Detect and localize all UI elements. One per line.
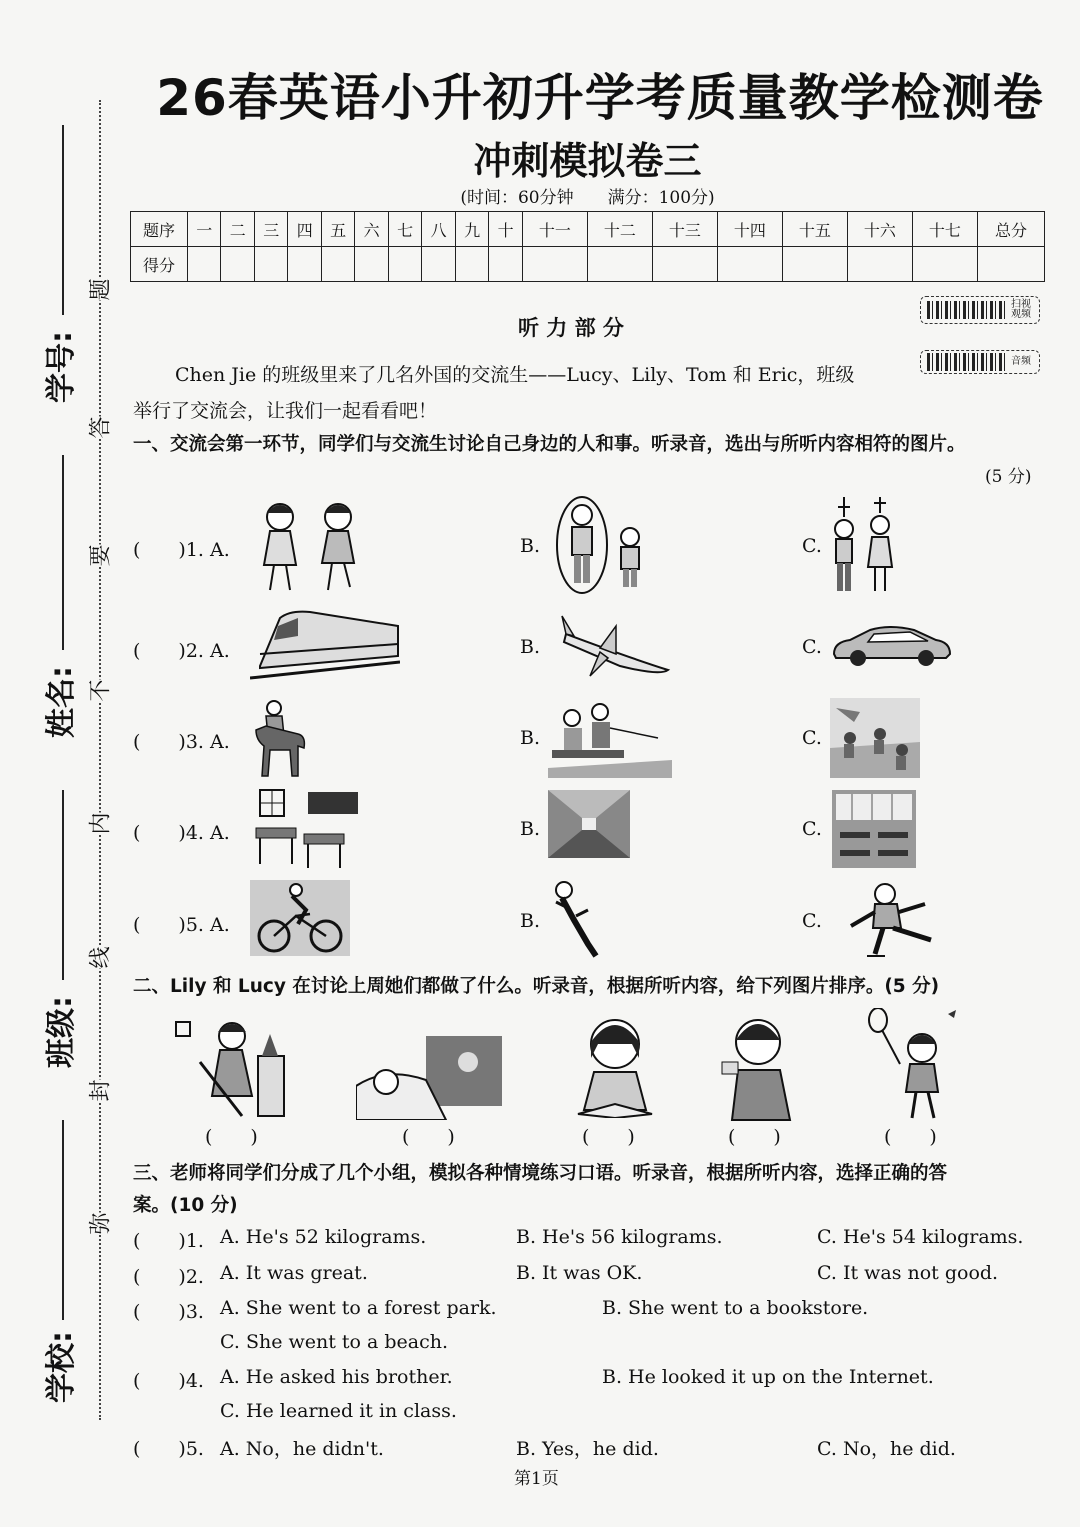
s3-q4-option-b[interactable]: B. He looked it up on the Internet.: [602, 1366, 934, 1388]
q3-option-c[interactable]: C.: [802, 727, 822, 749]
airplane-icon[interactable]: [560, 614, 672, 678]
order-blank[interactable]: ( ): [728, 1126, 781, 1148]
train-icon[interactable]: [250, 606, 400, 684]
s3-q2-option-a[interactable]: A. It was great.: [220, 1262, 368, 1284]
s3-q3-option-b[interactable]: B. She went to a bookstore.: [602, 1297, 869, 1319]
car-icon[interactable]: [830, 624, 952, 668]
s3-q2-number[interactable]: ( )2.: [133, 1266, 204, 1288]
score-input[interactable]: [388, 247, 421, 282]
s3-q3-option-c[interactable]: C. She went to a beach.: [220, 1331, 449, 1353]
score-header-row: [131, 212, 1045, 247]
section1-heading: 一、交流会第一环节，同学们与交流生讨论自己身边的人和事。听录音，选出与所听内容相符的图片。: [133, 434, 966, 455]
score-input[interactable]: [288, 247, 321, 282]
sleeping-icon[interactable]: [356, 1036, 504, 1120]
seal-char: 弥: [84, 1212, 115, 1234]
score-cell: 六: [355, 212, 388, 247]
score-cell: 十四: [717, 212, 782, 247]
q2-number[interactable]: ( )2. A.: [133, 640, 230, 662]
class-label: 班级:: [44, 996, 79, 1068]
sweeping-floor-icon[interactable]: [170, 1012, 292, 1122]
score-cell: 十: [489, 212, 522, 247]
order-blank[interactable]: ( ): [884, 1126, 937, 1148]
score-cell: 八: [422, 212, 455, 247]
score-cell: 十六: [847, 212, 912, 247]
s3-q1-option-b[interactable]: B. He's 56 kilograms.: [516, 1226, 723, 1248]
school-label: 学校:: [44, 1331, 79, 1403]
dining-hall-icon[interactable]: [832, 790, 916, 868]
s3-q3-number[interactable]: ( )3.: [133, 1301, 204, 1323]
score-input[interactable]: [221, 247, 254, 282]
s3-q5-option-b[interactable]: B. Yes，he did.: [516, 1438, 659, 1460]
s3-q1-number[interactable]: ( )1.: [133, 1230, 204, 1252]
score-cell: 七: [388, 212, 421, 247]
order-blank[interactable]: ( ): [205, 1126, 258, 1148]
score-cell: 九: [455, 212, 488, 247]
fishing-icon[interactable]: [548, 698, 672, 778]
id-line: [62, 125, 64, 315]
score-cell: 总分: [978, 212, 1045, 247]
q4-option-b[interactable]: B.: [520, 818, 541, 840]
score-cell: 十五: [782, 212, 847, 247]
boy-and-small-boy-icon[interactable]: [555, 495, 650, 595]
s3-q5-number[interactable]: ( )5.: [133, 1438, 204, 1460]
cycling-icon[interactable]: [250, 880, 350, 956]
s3-q1-option-c[interactable]: C. He's 54 kilograms.: [817, 1226, 1024, 1248]
q3-number[interactable]: ( )3. A.: [133, 731, 230, 753]
score-input-row: [131, 247, 1045, 282]
s3-q2-option-c[interactable]: C. It was not good.: [817, 1262, 999, 1284]
section2-heading: 二、Lily 和 Lucy 在讨论上周她们都做了什么。听录音，根据所听内容，给下列图片排序。(5 分): [133, 976, 940, 997]
s3-q4-option-c[interactable]: C. He learned it in class.: [220, 1400, 457, 1422]
horse-riding-icon[interactable]: [252, 700, 310, 778]
q5-option-c[interactable]: C.: [802, 910, 822, 932]
score-table: [130, 211, 1045, 282]
score-input[interactable]: [847, 247, 912, 282]
hallway-icon[interactable]: [548, 790, 630, 858]
intro-line: 举行了交流会，让我们一起看看吧！: [133, 400, 438, 422]
s3-q4-option-a[interactable]: A. He asked his brother.: [220, 1366, 453, 1388]
seal-char: 内: [84, 812, 115, 834]
s3-q4-number[interactable]: ( )4.: [133, 1370, 204, 1392]
two-girls-dancing-icon[interactable]: [250, 495, 370, 595]
seal-char: 要: [84, 544, 115, 566]
score-input[interactable]: [652, 247, 717, 282]
q2-option-b[interactable]: B.: [520, 636, 541, 658]
q3-option-b[interactable]: B.: [520, 727, 541, 749]
seal-char: 封: [84, 1079, 115, 1101]
class-line: [62, 790, 64, 980]
s3-q5-option-c[interactable]: C. No，he did.: [817, 1438, 956, 1460]
seal-char: 题: [84, 278, 115, 300]
score-cell: 十一: [522, 212, 587, 247]
q1-option-c[interactable]: C.: [802, 535, 822, 557]
s3-q3-option-a[interactable]: A. She went to a forest park.: [220, 1297, 497, 1319]
q4-number[interactable]: ( )4. A.: [133, 822, 230, 844]
qr-code-icon: [927, 353, 1007, 371]
s3-q2-option-b[interactable]: B. It was OK.: [516, 1262, 643, 1284]
q1-number[interactable]: ( )1. A.: [133, 539, 230, 561]
q2-option-c[interactable]: C.: [802, 636, 822, 658]
qr-audio-button[interactable]: [920, 350, 1040, 374]
name-label: 姓名:: [44, 666, 79, 738]
ice-skating-icon[interactable]: [845, 882, 940, 960]
intro-line: Chen Jie 的班级里来了几名外国的交流生——Lucy、Lily、Tom 和 Eric，班级: [175, 364, 855, 386]
score-input[interactable]: [455, 247, 488, 282]
qr-video-button[interactable]: [920, 296, 1040, 324]
score-cell: 三: [254, 212, 287, 247]
score-cell: 四: [288, 212, 321, 247]
exam-subtitle: 冲刺模拟卷三: [473, 139, 702, 183]
order-blank[interactable]: ( ): [582, 1126, 635, 1148]
two-children-height-icon[interactable]: [828, 495, 898, 595]
s3-q5-option-a[interactable]: A. No，he didn't.: [220, 1438, 384, 1460]
score-input[interactable]: [782, 247, 847, 282]
qr-video-label: 扫视 观频: [1011, 299, 1031, 320]
score-cell: 十七: [912, 212, 977, 247]
section3-heading-cont: 案。(10 分): [133, 1195, 238, 1216]
score-input[interactable]: [717, 247, 782, 282]
seal-char: 线: [84, 946, 115, 968]
listening-heading: 听 力 部 分: [518, 316, 624, 340]
score-cell: 十二: [587, 212, 652, 247]
score-cell: 二: [221, 212, 254, 247]
order-blank[interactable]: ( ): [402, 1126, 455, 1148]
score-cell: 一: [188, 212, 221, 247]
score-input[interactable]: [978, 247, 1045, 282]
score-label: 得分: [131, 247, 188, 282]
score-cell: 题序: [131, 212, 188, 247]
score-input[interactable]: [188, 247, 221, 282]
exam-title: 26春英语小升初升学考质量教学检测卷: [156, 69, 1044, 127]
score-cell: 五: [321, 212, 354, 247]
s3-q1-option-a[interactable]: A. He's 52 kilograms.: [220, 1226, 427, 1248]
seal-char: 不: [84, 679, 115, 701]
page-number: 第1页: [514, 1469, 559, 1489]
q1-option-b[interactable]: B.: [520, 535, 541, 557]
score-input[interactable]: [912, 247, 977, 282]
eating-icon[interactable]: [718, 1014, 800, 1122]
score-input[interactable]: [522, 247, 587, 282]
student-id-label: 学号:: [44, 331, 79, 403]
section3-heading: 三、老师将同学们分成了几个小组，模拟各种情境练习口语。听录音，根据所听内容，选择正确的答: [133, 1163, 948, 1184]
score-cell: 十三: [652, 212, 717, 247]
qr-code-icon: [927, 301, 1007, 319]
q4-option-c[interactable]: C.: [802, 818, 822, 840]
seal-char: 答: [84, 416, 115, 438]
classroom-desks-icon[interactable]: [252, 788, 360, 870]
score-input[interactable]: [489, 247, 522, 282]
score-input[interactable]: [587, 247, 652, 282]
score-input[interactable]: [321, 247, 354, 282]
score-input[interactable]: [422, 247, 455, 282]
score-input[interactable]: [355, 247, 388, 282]
school-line: [62, 1120, 64, 1320]
q5-option-b[interactable]: B.: [520, 910, 541, 932]
badminton-icon[interactable]: [866, 1008, 966, 1122]
name-line: [62, 455, 64, 650]
time-info: (时间：60分钟 满分：100分): [460, 188, 715, 208]
qr-audio-label: 音频: [1011, 356, 1031, 367]
playground-icon[interactable]: [830, 698, 920, 778]
diving-icon[interactable]: [548, 880, 604, 958]
q5-number[interactable]: ( )5. A.: [133, 914, 230, 936]
score-input[interactable]: [254, 247, 287, 282]
section1-points: (5 分): [985, 467, 1032, 487]
reading-book-icon[interactable]: [572, 1014, 658, 1118]
